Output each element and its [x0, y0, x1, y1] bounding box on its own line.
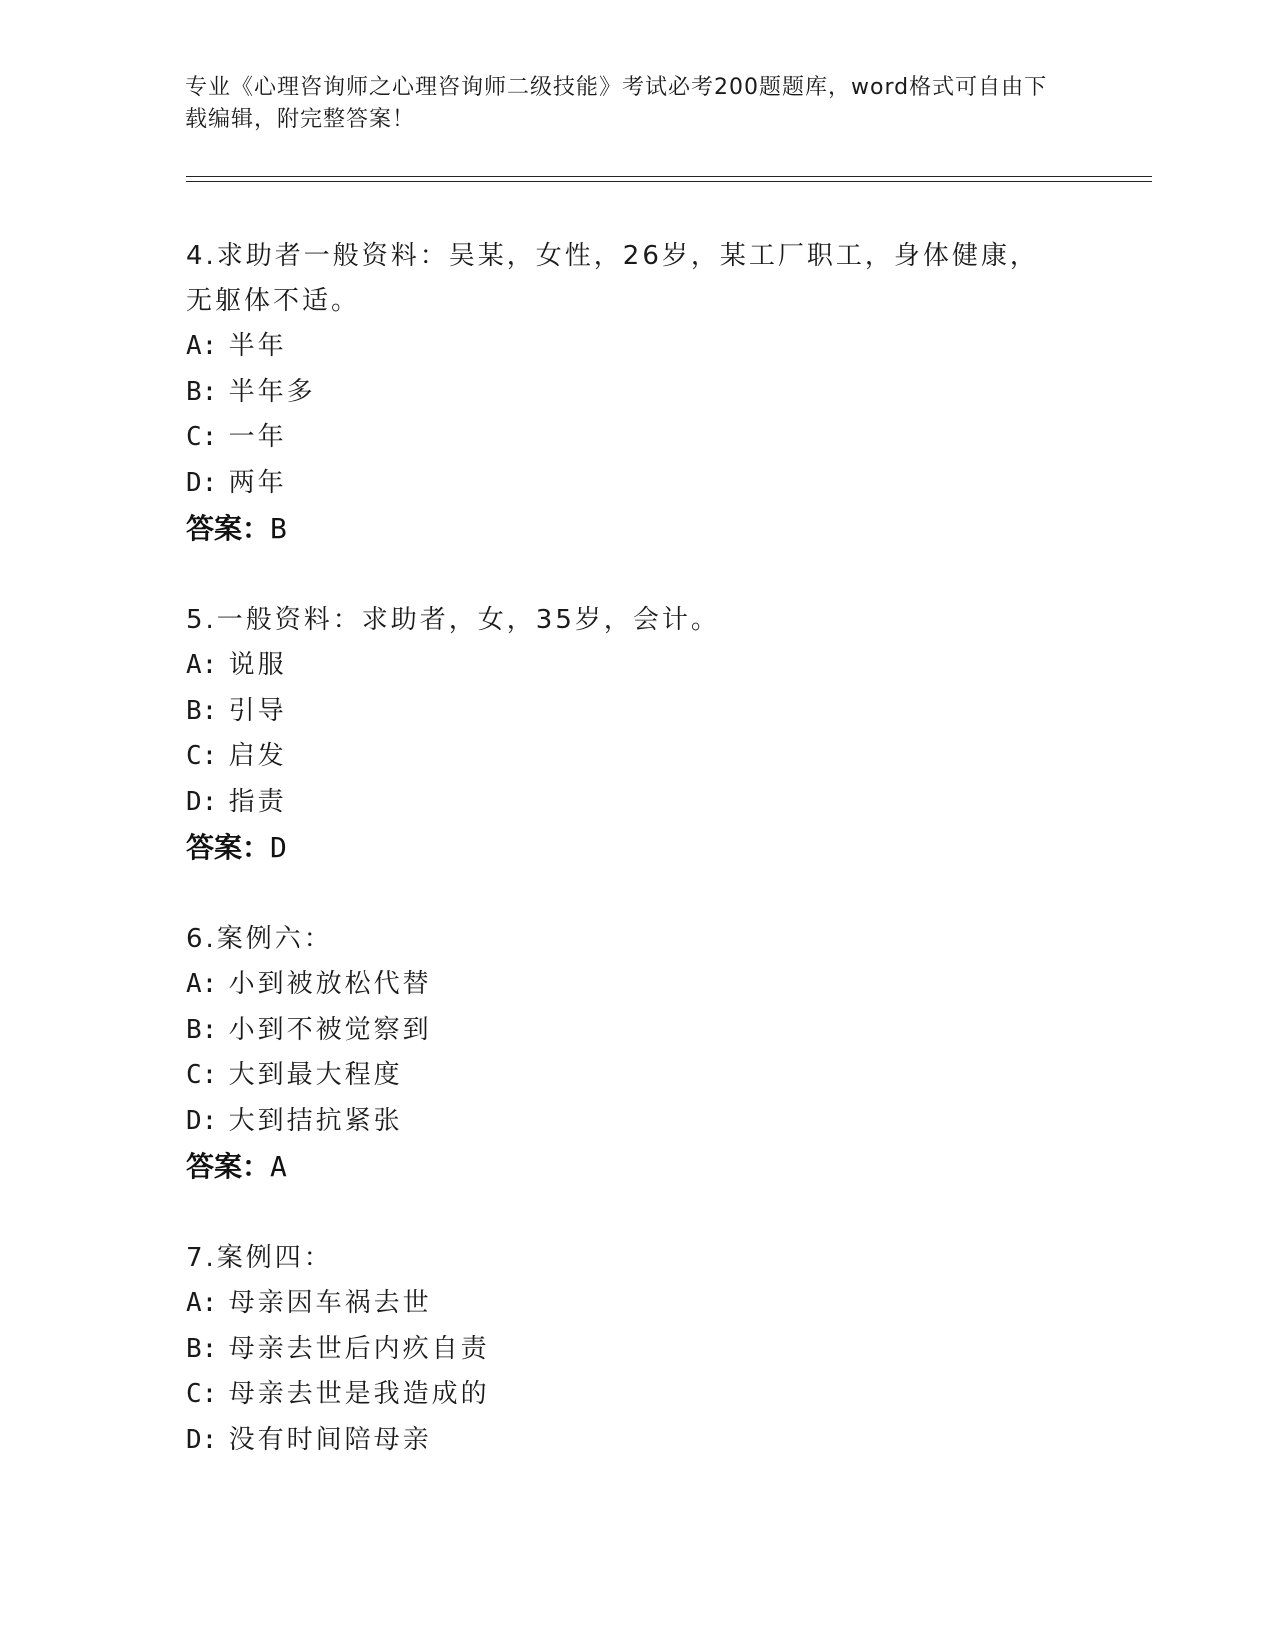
question-item	[186, 917, 1066, 1190]
option-b: B: 母亲去世后内疚自责	[186, 1333, 490, 1364]
option-b: B: 引导	[186, 695, 287, 726]
question-stem: 6.案例六：	[186, 924, 333, 954]
answer-line	[186, 1144, 1066, 1190]
option-d: D: 大到拮抗紧张	[186, 1105, 403, 1136]
header-divider-top	[186, 176, 1152, 177]
option-b: B: 小到不被觉察到	[186, 1014, 432, 1045]
option-c: C: 大到最大程度	[186, 1060, 403, 1090]
header-divider-bottom	[186, 181, 1152, 182]
option-d: D: 两年	[186, 467, 287, 498]
option-c: C: 母亲去世是我造成的	[186, 1379, 490, 1409]
option-a: A: 小到被放松代替	[186, 969, 432, 999]
question-item	[186, 598, 1066, 871]
option-d: D: 没有时间陪母亲	[186, 1424, 432, 1455]
question-stem: 5.一般资料：求助者，女，35岁，会计。	[186, 605, 720, 635]
question-stem: 7.案例四：	[186, 1243, 333, 1273]
question-stem: 4.求助者一般资料：吴某，女性，26岁，某工厂职工，身体健康，无躯体不适。	[186, 241, 1039, 316]
question-item	[186, 1236, 1066, 1463]
option-a: A: 说服	[186, 650, 287, 680]
option-d: D: 指责	[186, 786, 287, 817]
answer-line	[186, 825, 1066, 871]
answer-label: 答案：	[186, 1150, 271, 1183]
answer-line	[186, 506, 1066, 552]
document-intro: 专业《心理咨询师之心理咨询师二级技能》考试必考200题题库，word格式可自由下载编辑，附完整答案！	[185, 75, 1048, 132]
answer-value: A	[270, 1150, 287, 1183]
answer-value: B	[270, 512, 287, 545]
question-list	[186, 234, 1066, 1509]
option-b: B: 半年多	[186, 376, 316, 407]
option-a: A: 半年	[186, 331, 287, 361]
option-a: A: 母亲因车祸去世	[186, 1288, 432, 1318]
option-c: C: 一年	[186, 422, 287, 452]
answer-label: 答案：	[186, 831, 271, 864]
question-item	[186, 234, 1066, 552]
option-c: C: 启发	[186, 741, 287, 771]
answer-value: D	[270, 831, 287, 864]
answer-label: 答案：	[186, 512, 271, 545]
